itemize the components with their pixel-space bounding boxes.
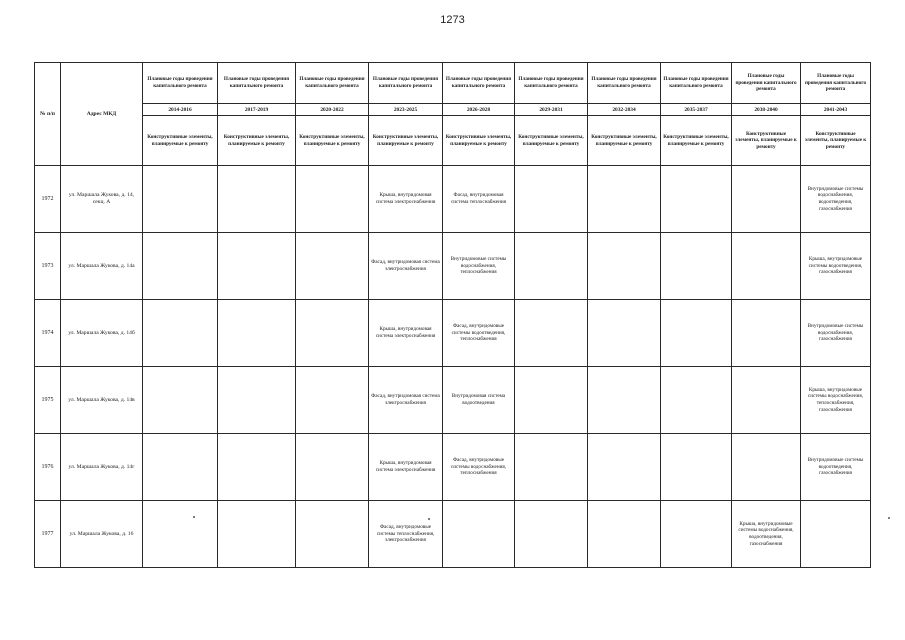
- table-row: [35, 434, 871, 501]
- row-address: ул. Маршала Жукова, д. 16: [61, 501, 143, 568]
- repair-elements-cell: [588, 300, 661, 367]
- repair-elements-cell: [661, 233, 732, 300]
- repair-elements-cell: Крыша, внутридомовые системы водоотведения, газоснабжения: [801, 233, 871, 300]
- repair-elements-cell: Фасад, внутридомовая система электроснабжения: [369, 233, 443, 300]
- elements-header: Конструктивные элементы, планируемые к ремонту: [661, 116, 732, 166]
- repair-elements-cell: [143, 501, 218, 568]
- table-row: [35, 367, 871, 434]
- number-column-header: № п/п: [35, 63, 61, 166]
- period-title-header: Плановые годы проведения капитального ремонта: [661, 63, 732, 104]
- period-title-header: Плановые годы проведения капитального ремонта: [732, 63, 801, 104]
- scan-speck: [888, 517, 890, 519]
- period-years-header: 2032-2034: [588, 104, 661, 116]
- repair-elements-cell: [732, 434, 801, 501]
- row-number: 1972: [35, 166, 61, 233]
- repair-elements-cell: Фасад, внутридомовая система электроснабжения: [369, 367, 443, 434]
- repair-elements-cell: [661, 434, 732, 501]
- row-number: 1973: [35, 233, 61, 300]
- repair-elements-cell: Фасад, внутридомовые системы водоотведения, теплоснабжения: [443, 300, 515, 367]
- period-title-header: Плановые годы проведения капитального ремонта: [443, 63, 515, 104]
- table-row: [35, 300, 871, 367]
- repair-elements-cell: Крыша, внутридомовые системы водоснабжения, водоотведения, газоснабжения: [732, 501, 801, 568]
- elements-header: Конструктивные элементы, планируемые к ремонту: [588, 116, 661, 166]
- row-number: 1974: [35, 300, 61, 367]
- row-address: ул. Маршала Жукова, д. 14г: [61, 434, 143, 501]
- period-years-header: 2026-2028: [443, 104, 515, 116]
- repair-elements-cell: [143, 233, 218, 300]
- period-years-header: 2014-2016: [143, 104, 218, 116]
- period-title-header: Плановые годы проведения капитального ремонта: [588, 63, 661, 104]
- repair-elements-cell: [515, 434, 588, 501]
- repair-elements-cell: [296, 233, 369, 300]
- period-years-header: 2020-2022: [296, 104, 369, 116]
- repair-elements-cell: [515, 501, 588, 568]
- page-number: 1273: [440, 14, 465, 26]
- repair-elements-cell: [296, 166, 369, 233]
- scan-speck: [428, 518, 430, 520]
- repair-elements-cell: [588, 166, 661, 233]
- repair-elements-cell: Крыша, внутридомовые системы водоснабжения, теплоснабжения, газоснабжения: [801, 367, 871, 434]
- repair-elements-cell: [515, 233, 588, 300]
- period-title-header: Плановые годы проведения капитального ремонта: [369, 63, 443, 104]
- repair-elements-cell: Крыша, внутридомовая система электроснабжения: [369, 166, 443, 233]
- period-title-header: Плановые годы проведения капитального ремонта: [801, 63, 871, 104]
- repair-elements-cell: [143, 434, 218, 501]
- period-years-header: 2038-2040: [732, 104, 801, 116]
- repair-elements-cell: [218, 166, 296, 233]
- repair-elements-cell: [661, 300, 732, 367]
- elements-header: Конструктивные элементы, планируемые к ремонту: [143, 116, 218, 166]
- row-address: ул. Маршала Жукова, д. 14б: [61, 300, 143, 367]
- repair-elements-cell: [732, 367, 801, 434]
- repair-elements-cell: [296, 367, 369, 434]
- repair-elements-cell: Внутридомовые системы водоснабжения, теплоснабжения: [443, 233, 515, 300]
- repair-elements-cell: Крыша, внутридомовая система электроснабжения: [369, 300, 443, 367]
- repair-elements-cell: [661, 501, 732, 568]
- header-row-periods: [35, 104, 871, 116]
- repair-elements-cell: [732, 300, 801, 367]
- row-address: ул. Маршала Жукова, д. 14а: [61, 233, 143, 300]
- table-row: [35, 233, 871, 300]
- row-number: 1976: [35, 434, 61, 501]
- elements-header: Конструктивные элементы, планируемые к ремонту: [443, 116, 515, 166]
- elements-header: Конструктивные элементы, планируемые к ремонту: [218, 116, 296, 166]
- repair-elements-cell: [732, 233, 801, 300]
- repair-elements-cell: [143, 166, 218, 233]
- table-row: [35, 501, 871, 568]
- elements-header: Конструктивные элементы, планируемые к ремонту: [515, 116, 588, 166]
- repair-elements-cell: [661, 166, 732, 233]
- elements-header: Конструктивные элементы, планируемые к ремонту: [369, 116, 443, 166]
- repair-elements-cell: Крыша, внутридомовая система электроснабжения: [369, 434, 443, 501]
- row-number: 1977: [35, 501, 61, 568]
- repair-elements-cell: [588, 367, 661, 434]
- repair-elements-cell: [218, 300, 296, 367]
- repair-elements-cell: [218, 233, 296, 300]
- row-address: ул. Маршала Жукова, д. 14, секц. А: [61, 166, 143, 233]
- address-column-header: Адрес МКД: [61, 63, 143, 166]
- elements-header: Конструктивные элементы, планируемые к ремонту: [732, 116, 801, 166]
- period-years-header: 2017-2019: [218, 104, 296, 116]
- repair-elements-cell: Фасад, внутридомовые системы теплоснабжения, электроснабжения: [369, 501, 443, 568]
- header-row-titles: [35, 63, 871, 104]
- repair-elements-cell: [515, 166, 588, 233]
- period-title-header: Плановые годы проведения капитального ремонта: [143, 63, 218, 104]
- period-years-header: 2041-2043: [801, 104, 871, 116]
- repair-elements-cell: [143, 367, 218, 434]
- repair-elements-cell: Фасад, внутридомовая система теплоснабжения: [443, 166, 515, 233]
- repair-elements-cell: [443, 501, 515, 568]
- elements-header: Конструктивные элементы, планируемые к ремонту: [296, 116, 369, 166]
- period-years-header: 2029-2031: [515, 104, 588, 116]
- repair-elements-cell: [801, 501, 871, 568]
- scan-speck: [193, 516, 195, 518]
- repair-elements-cell: [661, 367, 732, 434]
- table-row: [35, 166, 871, 233]
- repair-elements-cell: Фасад, внутридомовые системы водоснабжения, теплоснабжения: [443, 434, 515, 501]
- repair-elements-cell: Внутридомовые системы водоотведения, газоснабжения: [801, 434, 871, 501]
- period-years-header: 2035-2037: [661, 104, 732, 116]
- repair-elements-cell: [732, 166, 801, 233]
- row-number: 1975: [35, 367, 61, 434]
- repair-elements-cell: [296, 300, 369, 367]
- period-title-header: Плановые годы проведения капитального ремонта: [515, 63, 588, 104]
- repair-elements-cell: [588, 434, 661, 501]
- repair-elements-cell: [218, 367, 296, 434]
- repair-elements-cell: [515, 300, 588, 367]
- repair-elements-cell: [143, 300, 218, 367]
- header-row-elements: [35, 116, 871, 166]
- elements-header: Конструктивные элементы, планируемые к ремонту: [801, 116, 871, 166]
- period-title-header: Плановые годы проведения капитального ремонта: [218, 63, 296, 104]
- repair-elements-cell: [588, 233, 661, 300]
- repair-elements-cell: Внутридомовые системы водоснабжения, газоснабжения: [801, 300, 871, 367]
- period-title-header: Плановые годы проведения капитального ремонта: [296, 63, 369, 104]
- repair-elements-cell: [515, 367, 588, 434]
- repair-elements-cell: Внутридомовые системы водоснабжения, водоотведения, газоснабжения: [801, 166, 871, 233]
- capital-repair-schedule-table: [34, 62, 871, 568]
- period-years-header: 2023-2025: [369, 104, 443, 116]
- row-address: ул. Маршала Жукова, д. 14в: [61, 367, 143, 434]
- repair-elements-cell: [588, 501, 661, 568]
- repair-elements-cell: [296, 434, 369, 501]
- repair-elements-cell: [296, 501, 369, 568]
- repair-elements-cell: Внутридомовая система водоотведения: [443, 367, 515, 434]
- repair-elements-cell: [218, 501, 296, 568]
- repair-elements-cell: [218, 434, 296, 501]
